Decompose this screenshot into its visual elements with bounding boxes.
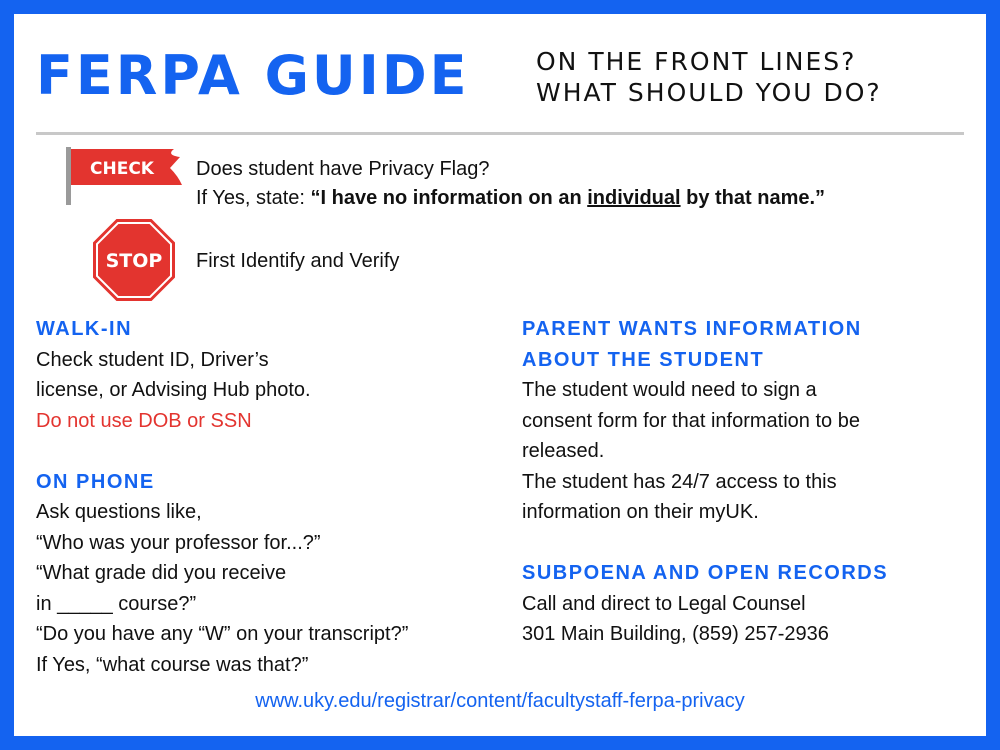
on-phone-line: “What grade did you receive [36,562,287,584]
check-quote-start: “I have no information on an [310,187,588,209]
flag-icon [62,143,186,205]
parent-line: information on their myUK. [522,501,759,523]
stop-badge-label: STOP [105,250,163,272]
on-phone-line: “Who was your professor for...?” [36,531,321,554]
walk-in-line-2: license, or Advising Hub photo. [36,379,311,401]
subpoena-line-2: 301 Main Building, (859) 257-2936 [522,623,829,645]
walk-in-warning: Do not use DOB or SSN [36,409,252,432]
check-quote-underlined: individual [587,187,681,209]
page-title: FERPA GUIDE [36,44,470,107]
header [36,46,470,106]
stop-sign-icon [90,216,178,304]
check-instructions [196,155,825,213]
subtitle-line-2: WHAT SHOULD YOU DO? [536,78,882,107]
parent-line: consent form for that information to be [522,409,860,432]
subtitle [536,46,882,108]
footer-link[interactable]: www.uky.edu/registrar/content/facultystaff-ferpa-privacy [255,690,745,712]
divider [36,132,964,135]
right-column [522,314,972,650]
left-column [36,314,516,680]
check-line-1: Does student have Privacy Flag? [196,158,490,180]
check-line-2-prefix: If Yes, state: [196,187,311,209]
subpoena-heading: SUBPOENA AND OPEN RECORDS [522,562,889,584]
on-phone-line: Ask questions like, [36,501,202,523]
parent-line: released. [522,440,605,462]
parent-line: The student has 24/7 access to this [522,470,837,493]
check-badge-label: CHECK [90,159,154,179]
walk-in-heading: WALK-IN [36,318,133,340]
check-line-2 [196,184,825,213]
on-phone-line: in _____ course?” [36,592,197,615]
parent-heading-line-1: PARENT WANTS INFORMATION [522,318,862,340]
on-phone-line: If Yes, “what course was that?” [36,653,309,676]
check-quote-end: by that name.” [680,187,826,209]
subtitle-line-1: ON THE FRONT LINES? [536,47,857,76]
parent-heading-line-2: ABOUT THE STUDENT [522,348,765,371]
on-phone-line: “Do you have any “W” on your transcript?” [36,623,409,645]
on-phone-heading: ON PHONE [36,470,155,493]
parent-line: The student would need to sign a [522,379,817,401]
subpoena-line-1: Call and direct to Legal Counsel [522,592,806,615]
stop-instructions: First Identify and Verify [196,250,400,272]
walk-in-line-1: Check student ID, Driver’s [36,348,269,371]
